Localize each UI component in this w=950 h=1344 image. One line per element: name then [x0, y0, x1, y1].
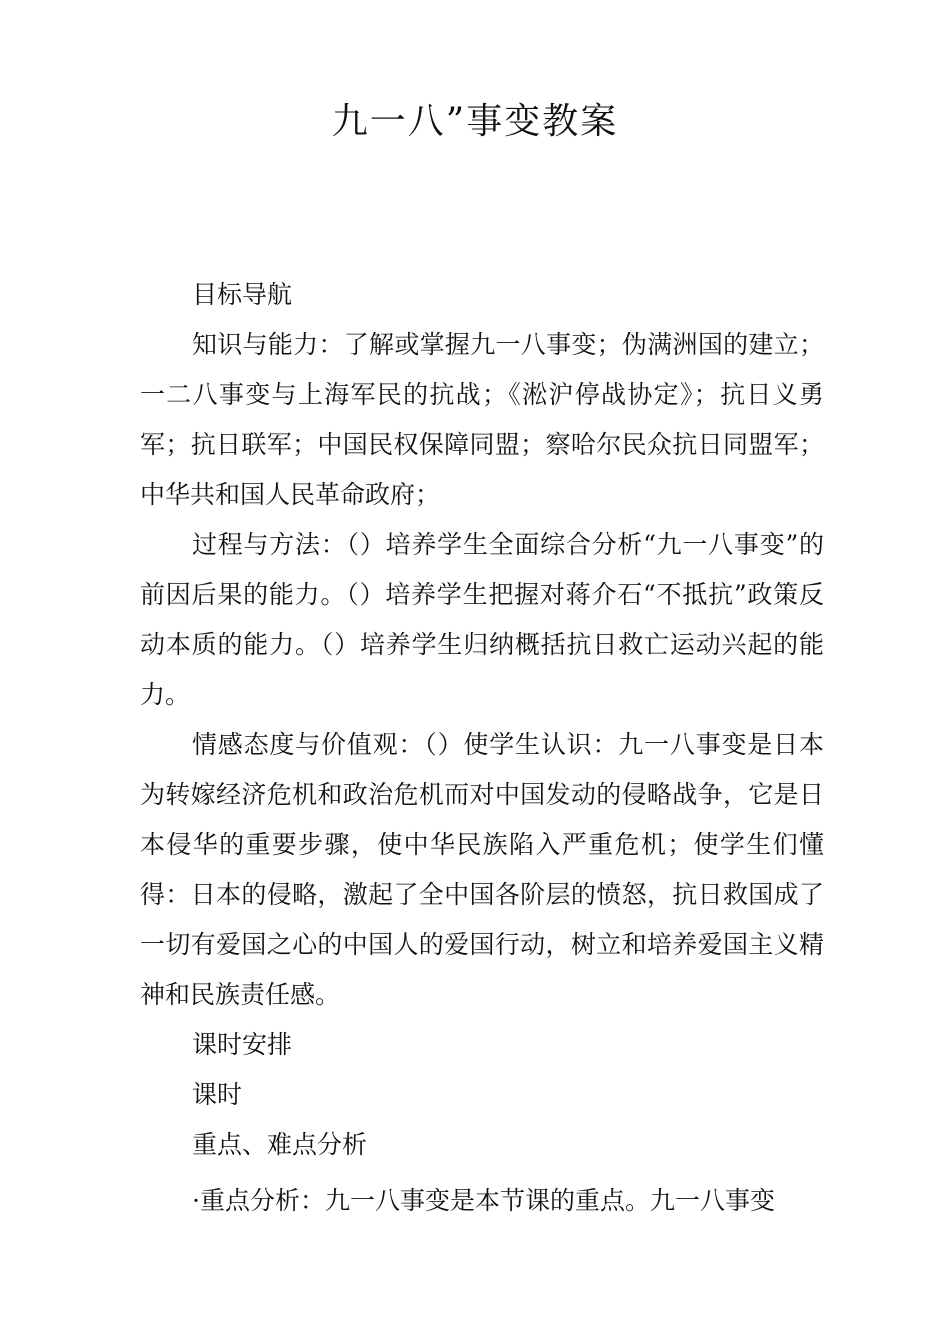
document-title: 九一八”事变教案 — [331, 101, 619, 142]
section-heading-schedule: 课时安排 — [192, 1030, 293, 1059]
paragraph-emotion-values: 情感态度与价值观：（）使学生认识：九一八事变是日本为转嫁经济危机和政治危机而对中国发动的侵略战争，它是日本侵华的重要步骤，使中华民族陷入严重危机；使学生们懂得：日本的侵略，激起了全中国各阶层的愤怒，抗日救国成了一切有爱国之心的中国人的爱国行动，树立和培养爱国主义精神和民族责任感。 — [140, 730, 824, 1009]
paragraph-process-method: 过程与方法：（）培养学生全面综合分析“九一八事变”的前因后果的能力。（）培养学生把握对蒋介石“不抵抗”政策反动本质的能力。（）培养学生归纳概括抗日救亡运动兴起的能力。 — [140, 530, 824, 709]
section-heading-key-points: 重点、难点分析 — [192, 1130, 368, 1159]
document-body — [140, 270, 824, 1226]
paragraph-knowledge-ability: 知识与能力：了解或掌握九一八事变；伪满洲国的建立；一二八事变与上海军民的抗战；《淞沪停战协定》；抗日义勇军；抗日联军；中国民权保障同盟；察哈尔民众抗日同盟军；中华共和国人民革命政府； — [140, 330, 824, 509]
paragraph-class-hours: 课时 — [192, 1080, 243, 1109]
section-heading-goals: 目标导航 — [192, 280, 293, 309]
paragraph-key-point-analysis: ·重点分析：九一八事变是本节课的重点。九一八事变 — [192, 1186, 775, 1215]
